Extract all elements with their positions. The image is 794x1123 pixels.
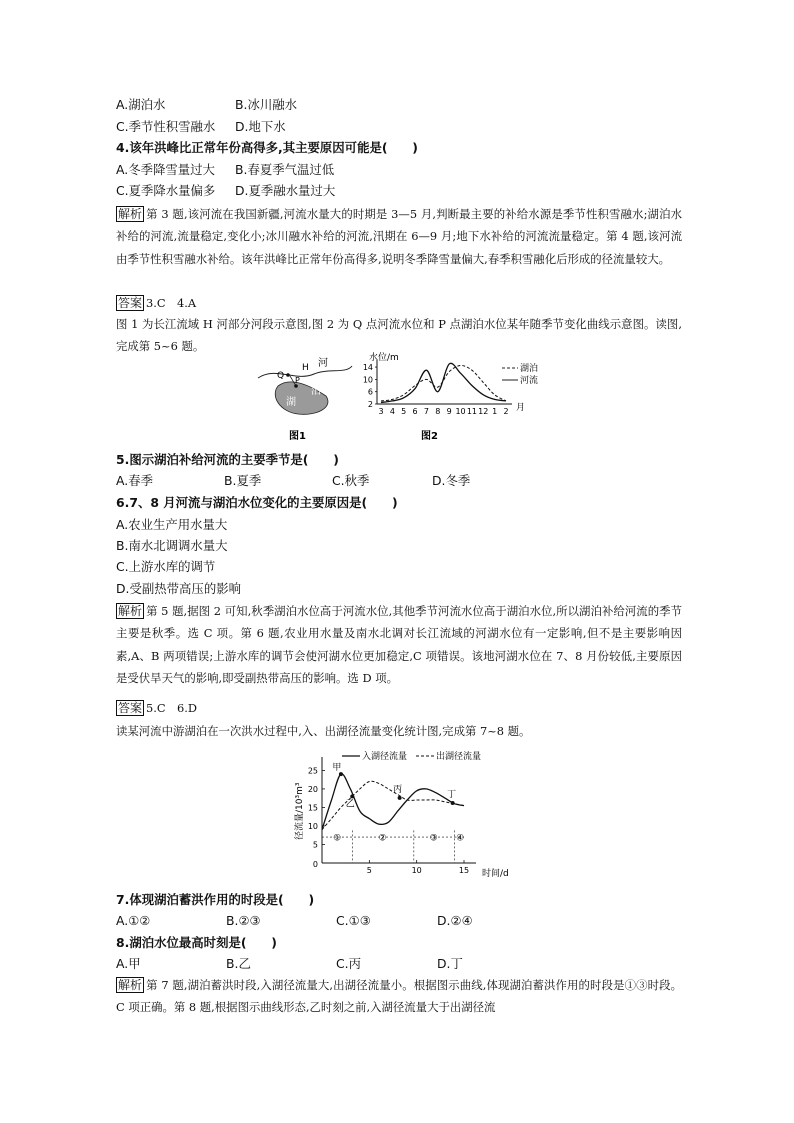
- option-d[interactable]: D.地下水: [235, 119, 286, 134]
- answer-tag: 答案: [118, 701, 143, 715]
- figures-1-2: [256, 352, 556, 442]
- label-q: Q: [277, 371, 285, 381]
- explanation-3-4: [116, 203, 682, 270]
- y-tick-label: 15: [307, 803, 318, 813]
- question-8-stem: 8.湖泊水位最高时刻是( ): [116, 935, 277, 950]
- option-a[interactable]: A.湖泊水: [116, 97, 166, 112]
- q8-options: [116, 955, 463, 974]
- marked-point: [350, 794, 354, 798]
- x-tick-label: 10: [455, 407, 466, 416]
- x-tick-label: 8: [435, 407, 441, 416]
- x-tick-label: 1: [492, 407, 498, 416]
- figure-1-caption: 图1: [289, 431, 306, 442]
- option-c[interactable]: C.秋季: [332, 473, 370, 488]
- option-a[interactable]: A.冬季降雪量过大: [116, 162, 215, 177]
- explanation-text: 第 5 题,据图 2 可知,秋季湖泊水位高于河流水位,其他季节河流水位高于湖泊水位,所以湖泊补给河流的季节主要是秋季。选 C 项。第 6 题,农业用水量及南水北调对长江流域的河湖水位有一定影响,但不是主要影响因素,A、B 两项错误;上游水库的调节会使河湖水位更加稳定,C 项错误。该地河湖水位在 7、8 月份较低,主要原因是受伏旱天气的影响,即受副热带高压的影响。选 D 项。: [116, 604, 682, 686]
- point-q: [286, 373, 290, 377]
- question-6-stem: 6.7、8 月河流与湖泊水位变化的主要原因是( ): [116, 495, 398, 510]
- answer-5-6: [116, 697, 197, 719]
- y-tick-label: 2: [367, 400, 373, 409]
- fig2-ylabel: 水位/m: [369, 353, 399, 363]
- x-tick-label: 15: [458, 866, 470, 875]
- x-tick-label: 7: [423, 407, 430, 416]
- x-tick-label: 11: [466, 407, 478, 416]
- fig2-xunit: 月: [516, 403, 526, 413]
- option-d[interactable]: D.丁: [437, 956, 463, 971]
- option-b[interactable]: B.夏季: [224, 473, 262, 488]
- explanation-tag: 解析: [118, 207, 143, 221]
- point-label-4: 丁: [447, 790, 457, 800]
- q4-options-row1: [116, 161, 334, 180]
- answer-tag: 答案: [118, 296, 143, 310]
- figure-2-caption: 图2: [421, 431, 438, 442]
- legend-out: 出湖径流量: [436, 752, 482, 762]
- x-tick-label: 2: [503, 407, 509, 416]
- q5-options: [116, 472, 470, 491]
- y-tick-label: 14: [362, 363, 373, 373]
- option-c[interactable]: C.夏季降水量偏多: [116, 183, 216, 198]
- option-d[interactable]: D.受副热带高压的影响: [116, 581, 241, 596]
- option-c[interactable]: C.①③: [336, 913, 371, 928]
- y-tick-label: 25: [307, 766, 318, 776]
- segment-label-3: ③: [429, 833, 438, 844]
- explanation-text: 第 3 题,该河流在我国新疆,河流水量大的时期是 3—5 月,判断最主要的补给水源是季节性积雪融水;湖泊水补给的河流,流量稳定,变化小;冰川融水补给的河流,汛期在 6—9 月;地下水补给的河流流量稳定。第 4 题,该河流由季节性积雪融水补给。该年洪峰比正常年份高得多,说明冬季降雪量偏大,春季积雪融化后形成的径流量较大。: [116, 207, 682, 266]
- explanation-text: 第 7 题,湖泊蓄洪时段,入湖径流量大,出湖径流量小。根据图示曲线,体现湖泊蓄洪作用的时段是①③时段。C 项正确。第 8 题,根据图示曲线形态,乙时刻之前,入湖径流量大于出湖径流: [116, 978, 682, 1015]
- answer-text: 5.C 6.D: [146, 701, 197, 715]
- q3-options-row1: [116, 96, 297, 115]
- option-a[interactable]: A.春季: [116, 473, 153, 488]
- y-tick-label: 6: [367, 387, 373, 397]
- q4-options-row2: [116, 182, 335, 201]
- fig2-plot: [363, 360, 512, 416]
- series-river-line: [381, 363, 506, 402]
- option-a[interactable]: A.①②: [116, 913, 151, 928]
- option-b[interactable]: B.乙: [226, 956, 251, 971]
- explanation-5-6: [116, 600, 682, 690]
- explanation-7-8: [116, 974, 682, 1019]
- q7-options: [116, 912, 473, 931]
- y-tick-label: 5: [312, 840, 318, 850]
- answer-text: 3.C 4.A: [146, 296, 197, 310]
- question-4-stem: 4.该年洪峰比正常年份高得多,其主要原因可能是( ): [116, 140, 418, 155]
- intro-5-6: 图 1 为长江流域 H 河部分河段示意图,图 2 为 Q 点河流水位和 P 点湖泊水位某年随季节变化曲线示意图。读图,完成第 5~6 题。: [116, 317, 682, 354]
- legend-river: 河流: [520, 376, 539, 386]
- question-5-stem: 5.图示湖泊补给河流的主要季节是( ): [116, 452, 339, 467]
- segment-label-1: ①: [333, 833, 342, 844]
- fig3-plot: [308, 757, 476, 875]
- x-tick-label: 6: [412, 407, 418, 416]
- option-b[interactable]: B.②③: [226, 913, 261, 928]
- legend-lake: 湖泊: [520, 364, 539, 374]
- x-tick-label: 4: [389, 407, 395, 416]
- intro-7-8: 读某河流中游湖泊在一次洪水过程中,入、出湖径流量变化统计图,完成第 7~8 题。: [116, 724, 531, 738]
- q3-options-row2: [116, 118, 286, 137]
- x-tick-label: 5: [366, 866, 372, 875]
- option-c[interactable]: C.季节性积雪融水: [116, 119, 216, 134]
- question-7-stem: 7.体现湖泊蓄洪作用的时段是( ): [116, 892, 315, 907]
- segment-label-2: ②: [378, 833, 387, 844]
- y-tick-label: 10: [307, 821, 318, 831]
- option-c[interactable]: C.上游水库的调节: [116, 559, 216, 574]
- option-d[interactable]: D.冬季: [432, 473, 471, 488]
- fig3-xlabel: 时间/d: [482, 869, 509, 879]
- answer-3-4: [116, 292, 196, 314]
- figure-3: [292, 748, 532, 880]
- origin-label: 0: [312, 860, 318, 869]
- label-hu: 湖: [286, 397, 296, 408]
- segment-label-4: ④: [456, 833, 465, 844]
- x-tick-label: 3: [378, 407, 384, 416]
- marked-point: [451, 801, 455, 805]
- option-d[interactable]: D.②④: [437, 913, 473, 928]
- label-h: H: [302, 363, 309, 373]
- option-b[interactable]: B.冰川融水: [235, 97, 298, 112]
- x-tick-label: 12: [478, 407, 489, 416]
- option-a[interactable]: A.甲: [116, 956, 141, 971]
- x-tick-label: 5: [401, 407, 407, 416]
- legend-in: 入湖径流量: [362, 752, 408, 762]
- label-p: P: [295, 376, 300, 385]
- explanation-tag: 解析: [118, 978, 143, 992]
- fig3-ylabel: 径流量/10³m³: [295, 782, 305, 840]
- x-tick-label: 10: [411, 866, 422, 875]
- option-b[interactable]: B.南水北调调水量大: [116, 538, 228, 553]
- label-po: 泊: [311, 386, 321, 397]
- point-label-1: 甲: [332, 763, 342, 774]
- y-tick-label: 10: [362, 375, 373, 385]
- label-he: 河: [318, 358, 328, 369]
- option-c[interactable]: C.丙: [336, 956, 361, 971]
- point-label-2: 乙: [345, 799, 355, 810]
- explanation-tag: 解析: [118, 604, 143, 618]
- y-tick-label: 20: [307, 784, 318, 794]
- series-lake-line: [381, 365, 506, 400]
- x-tick-label: 9: [446, 407, 452, 416]
- marked-point: [398, 796, 402, 800]
- point-label-3: 丙: [393, 784, 403, 795]
- option-d[interactable]: D.夏季融水量过大: [235, 183, 336, 198]
- option-a[interactable]: A.农业生产用水量大: [116, 517, 228, 532]
- option-b[interactable]: B.春夏季气温过低: [235, 162, 335, 177]
